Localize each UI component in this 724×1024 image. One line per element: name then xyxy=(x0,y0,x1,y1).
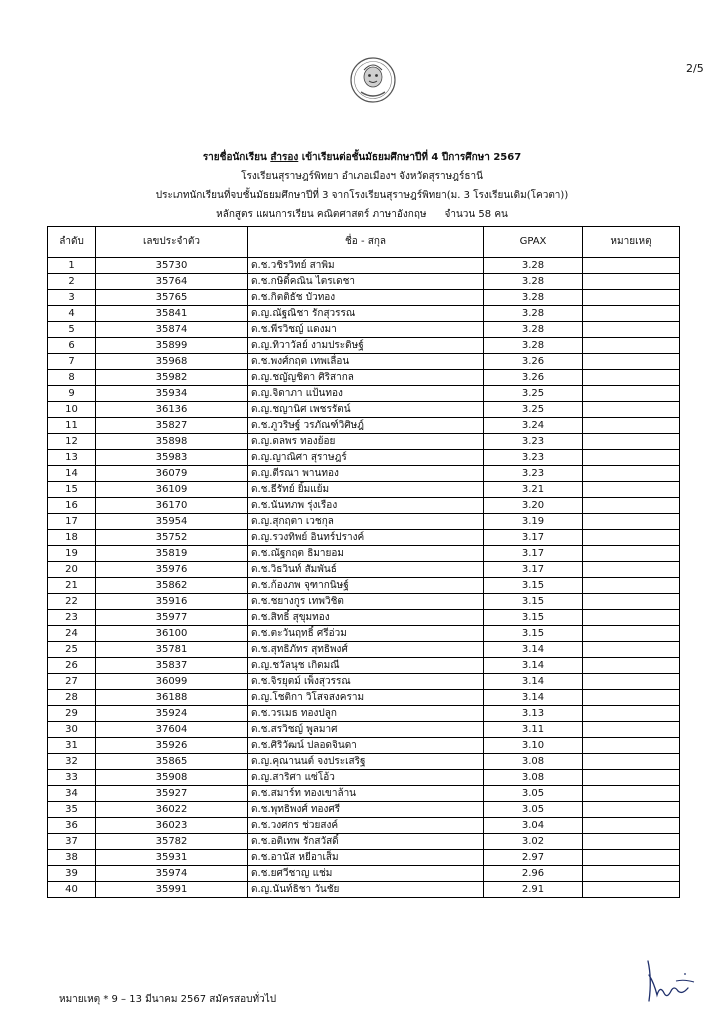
student-name: ด.ช.ชยางกูร เทพวิชิต xyxy=(248,594,484,610)
student-name: ด.ช.พุทธิพงศ์ ทองศรี xyxy=(248,802,484,818)
gpax-value: 3.28 xyxy=(484,258,583,274)
row-number: 31 xyxy=(48,738,96,754)
student-name: ด.ช.จิรยุตม์ เพ็งสุวรรณ xyxy=(248,674,484,690)
note-cell xyxy=(583,562,680,578)
row-number: 36 xyxy=(48,818,96,834)
student-name: ด.ญ.สุกฤตา เวชกุล xyxy=(248,514,484,530)
table-row xyxy=(48,514,680,530)
table-row xyxy=(48,434,680,450)
note-cell xyxy=(583,802,680,818)
gpax-value: 3.17 xyxy=(484,562,583,578)
footnote: หมายเหตุ * 9 – 13 มีนาคม 2567 สมัครสอบทั่วไป xyxy=(59,994,277,1005)
student-id: 35931 xyxy=(96,850,248,866)
student-id: 35934 xyxy=(96,386,248,402)
gpax-value: 3.05 xyxy=(484,786,583,802)
table-row xyxy=(48,450,680,466)
note-cell xyxy=(583,642,680,658)
student-name: ด.ช.ก้องภพ จุฑากนิษฐ์ xyxy=(248,578,484,594)
gpax-value: 2.96 xyxy=(484,866,583,882)
row-number: 12 xyxy=(48,434,96,450)
table-row xyxy=(48,594,680,610)
row-number: 20 xyxy=(48,562,96,578)
student-id: 35819 xyxy=(96,546,248,562)
student-name: ด.ญ.จิดาภา แป้นทอง xyxy=(248,386,484,402)
row-number: 13 xyxy=(48,450,96,466)
student-name: ด.ช.สิทธิ์ สุขุมทอง xyxy=(248,610,484,626)
note-cell xyxy=(583,754,680,770)
note-cell xyxy=(583,290,680,306)
gpax-value: 3.24 xyxy=(484,418,583,434)
gpax-value: 3.14 xyxy=(484,690,583,706)
note-cell xyxy=(583,706,680,722)
student-id: 35899 xyxy=(96,338,248,354)
student-id: 35865 xyxy=(96,754,248,770)
student-id: 35874 xyxy=(96,322,248,338)
student-id: 35977 xyxy=(96,610,248,626)
student-name: ด.ช.ศิริวัฒน์ ปลอดจินดา xyxy=(248,738,484,754)
student-id: 36100 xyxy=(96,626,248,642)
student-name: ด.ช.ณัฐกฤต ธิมายอม xyxy=(248,546,484,562)
student-id: 35837 xyxy=(96,658,248,674)
row-number: 39 xyxy=(48,866,96,882)
student-list-table xyxy=(47,226,680,898)
school-line: โรงเรียนสุราษฎร์พิทยา อำเภอเมืองฯ จังหวัดสุราษฎร์ธานี xyxy=(241,171,483,182)
student-id: 36136 xyxy=(96,402,248,418)
student-id: 35968 xyxy=(96,354,248,370)
note-cell xyxy=(583,626,680,642)
student-id: 35926 xyxy=(96,738,248,754)
student-id: 35916 xyxy=(96,594,248,610)
row-number: 34 xyxy=(48,786,96,802)
student-count: จำนวน 58 คน xyxy=(444,209,508,220)
table-row xyxy=(48,626,680,642)
student-id: 35841 xyxy=(96,306,248,322)
gpax-value: 3.28 xyxy=(484,306,583,322)
row-number: 21 xyxy=(48,578,96,594)
row-number: 37 xyxy=(48,834,96,850)
student-name: ด.ช.พงศ์กฤต เทพเลื่อน xyxy=(248,354,484,370)
student-name: ด.ช.ธีรัทย์ ยิ้มแย้ม xyxy=(248,482,484,498)
row-number: 11 xyxy=(48,418,96,434)
student-name: ด.ญ.ดลพร ทองย้อย xyxy=(248,434,484,450)
note-cell xyxy=(583,610,680,626)
student-name: ด.ช.พีรวิชญ์ แดงมา xyxy=(248,322,484,338)
note-cell xyxy=(583,322,680,338)
table-row xyxy=(48,530,680,546)
row-number: 8 xyxy=(48,370,96,386)
note-cell xyxy=(583,546,680,562)
student-name: ด.ญ.นันท์ธิชา วันชัย xyxy=(248,882,484,898)
gpax-value: 3.28 xyxy=(484,290,583,306)
student-name: ด.ญ.ชญานิศ เพชรรัตน์ xyxy=(248,402,484,418)
gpax-value: 3.17 xyxy=(484,530,583,546)
table-row xyxy=(48,482,680,498)
gpax-value: 3.23 xyxy=(484,466,583,482)
table-header-row xyxy=(48,227,680,258)
note-cell xyxy=(583,866,680,882)
row-number: 38 xyxy=(48,850,96,866)
table-row xyxy=(48,674,680,690)
reserve-label: สำรอง xyxy=(270,152,299,163)
student-id: 35924 xyxy=(96,706,248,722)
table-row xyxy=(48,322,680,338)
student-id: 36099 xyxy=(96,674,248,690)
student-id: 35983 xyxy=(96,450,248,466)
gpax-value: 3.15 xyxy=(484,610,583,626)
row-number: 7 xyxy=(48,354,96,370)
row-number: 25 xyxy=(48,642,96,658)
student-name: ด.ช.นันทภพ รุ่งเรือง xyxy=(248,498,484,514)
note-cell xyxy=(583,418,680,434)
student-name: ด.ญ.ณัฐณิชา รักสุวรรณ xyxy=(248,306,484,322)
gpax-value: 3.26 xyxy=(484,370,583,386)
gpax-value: 3.10 xyxy=(484,738,583,754)
note-cell xyxy=(583,882,680,898)
row-number: 6 xyxy=(48,338,96,354)
table-row xyxy=(48,818,680,834)
row-number: 15 xyxy=(48,482,96,498)
row-number: 23 xyxy=(48,610,96,626)
table-row xyxy=(48,466,680,482)
row-number: 17 xyxy=(48,514,96,530)
student-id: 35862 xyxy=(96,578,248,594)
note-cell xyxy=(583,258,680,274)
student-name: ด.ญ.คุณานนต์ จงประเสริฐ xyxy=(248,754,484,770)
header-gpax: GPAX xyxy=(484,227,583,258)
note-cell xyxy=(583,354,680,370)
student-name: ด.ช.สุทธิภัทร สุทธิพงศ์ xyxy=(248,642,484,658)
gpax-value: 3.28 xyxy=(484,338,583,354)
note-cell xyxy=(583,482,680,498)
table-row xyxy=(48,498,680,514)
student-id: 36170 xyxy=(96,498,248,514)
student-name: ด.ช.ยศวีชาญ แช่ม xyxy=(248,866,484,882)
student-id: 37604 xyxy=(96,722,248,738)
table-row xyxy=(48,642,680,658)
student-name: ด.ช.ตะวันฤทธิ์ ศรีอ่วม xyxy=(248,626,484,642)
page-number: 2/5 xyxy=(686,62,704,75)
note-cell xyxy=(583,498,680,514)
student-id: 35730 xyxy=(96,258,248,274)
table-row xyxy=(48,882,680,898)
row-number: 40 xyxy=(48,882,96,898)
row-number: 3 xyxy=(48,290,96,306)
student-id: 35908 xyxy=(96,770,248,786)
note-cell xyxy=(583,850,680,866)
table-row xyxy=(48,290,680,306)
student-id: 36109 xyxy=(96,482,248,498)
note-cell xyxy=(583,770,680,786)
student-id: 35976 xyxy=(96,562,248,578)
student-name: ด.ญ.สาริศา แซ่โอ้ว xyxy=(248,770,484,786)
row-number: 18 xyxy=(48,530,96,546)
student-id: 36022 xyxy=(96,802,248,818)
gpax-value: 3.26 xyxy=(484,354,583,370)
note-cell xyxy=(583,674,680,690)
gpax-value: 3.23 xyxy=(484,434,583,450)
gpax-value: 3.08 xyxy=(484,770,583,786)
table-row xyxy=(48,386,680,402)
table-row xyxy=(48,690,680,706)
table-row xyxy=(48,754,680,770)
row-number: 16 xyxy=(48,498,96,514)
row-number: 19 xyxy=(48,546,96,562)
row-number: 28 xyxy=(48,690,96,706)
gpax-value: 3.21 xyxy=(484,482,583,498)
student-name: ด.ช.สมาร์ท ทองเขาล้าน xyxy=(248,786,484,802)
table-row xyxy=(48,706,680,722)
table-row xyxy=(48,258,680,274)
table-row xyxy=(48,338,680,354)
table-row xyxy=(48,370,680,386)
note-cell xyxy=(583,274,680,290)
table-row xyxy=(48,850,680,866)
student-id: 35765 xyxy=(96,290,248,306)
gpax-value: 3.17 xyxy=(484,546,583,562)
note-cell xyxy=(583,466,680,482)
student-id: 35752 xyxy=(96,530,248,546)
gpax-value: 3.15 xyxy=(484,578,583,594)
gpax-value: 3.15 xyxy=(484,626,583,642)
signature-mark xyxy=(640,955,700,1007)
document-title: รายชื่อนักเรียน สำรอง เข้าเรียนต่อชั้นมัธยมศึกษาปีที่ 4 ปีการศึกษา 2567 xyxy=(202,152,522,163)
note-cell xyxy=(583,434,680,450)
note-cell xyxy=(583,658,680,674)
table-body xyxy=(48,258,680,898)
row-number: 33 xyxy=(48,770,96,786)
note-cell xyxy=(583,450,680,466)
gpax-value: 3.08 xyxy=(484,754,583,770)
student-name: ด.ช.อานัส หยีอาเส็ม xyxy=(248,850,484,866)
table-row xyxy=(48,402,680,418)
student-name: ด.ญ.ชญัญชิตา ศิริสากล xyxy=(248,370,484,386)
school-seal-logo xyxy=(349,56,397,104)
student-id: 35782 xyxy=(96,834,248,850)
note-cell xyxy=(583,578,680,594)
student-id: 35898 xyxy=(96,434,248,450)
header-no: ลำดับ xyxy=(48,227,96,258)
row-number: 9 xyxy=(48,386,96,402)
table-row xyxy=(48,418,680,434)
student-name: ด.ช.สรวิชญ์ พูลมาศ xyxy=(248,722,484,738)
student-name: ด.ญ.ชวัลนุช เกิดมณี xyxy=(248,658,484,674)
student-name: ด.ช.วงศกร ช่วยสงค์ xyxy=(248,818,484,834)
gpax-value: 3.13 xyxy=(484,706,583,722)
note-cell xyxy=(583,370,680,386)
category-line: ประเภทนักเรียนที่จบชั้นมัธยมศึกษาปีที่ 3 จากโรงเรียนสุราษฎร์พิทยา(ม. 3 โรงเรียนเดิม(โควตา)) xyxy=(155,190,569,201)
gpax-value: 3.14 xyxy=(484,674,583,690)
gpax-value: 3.19 xyxy=(484,514,583,530)
note-cell xyxy=(583,514,680,530)
row-number: 27 xyxy=(48,674,96,690)
gpax-value: 3.25 xyxy=(484,386,583,402)
row-number: 30 xyxy=(48,722,96,738)
header-name: ชื่อ - สกุล xyxy=(248,227,484,258)
row-number: 10 xyxy=(48,402,96,418)
student-id: 35764 xyxy=(96,274,248,290)
note-cell xyxy=(583,834,680,850)
note-cell xyxy=(583,722,680,738)
student-id: 35954 xyxy=(96,514,248,530)
student-id: 36188 xyxy=(96,690,248,706)
note-cell xyxy=(583,690,680,706)
note-cell xyxy=(583,386,680,402)
student-id: 35927 xyxy=(96,786,248,802)
gpax-value: 3.23 xyxy=(484,450,583,466)
header-student-id: เลขประจำตัว xyxy=(96,227,248,258)
student-id: 35982 xyxy=(96,370,248,386)
gpax-value: 3.04 xyxy=(484,818,583,834)
table-row xyxy=(48,546,680,562)
note-cell xyxy=(583,738,680,754)
gpax-value: 3.05 xyxy=(484,802,583,818)
student-name: ด.ช.กษิดิ์คณิน ไตรเดชา xyxy=(248,274,484,290)
student-name: ด.ญ.โชติกา วิโสจสงคราม xyxy=(248,690,484,706)
student-name: ด.ญ.ตีรณา พานทอง xyxy=(248,466,484,482)
student-id: 35974 xyxy=(96,866,248,882)
table-row xyxy=(48,610,680,626)
note-cell xyxy=(583,786,680,802)
student-id: 36023 xyxy=(96,818,248,834)
student-name: ด.ญ.ทิวาวัลย์ งามประดิษฐ์ xyxy=(248,338,484,354)
row-number: 2 xyxy=(48,274,96,290)
gpax-value: 2.91 xyxy=(484,882,583,898)
student-name: ด.ช.วิธวินท์ สัมพันธ์ xyxy=(248,562,484,578)
table-row xyxy=(48,306,680,322)
row-number: 4 xyxy=(48,306,96,322)
gpax-value: 3.14 xyxy=(484,642,583,658)
row-number: 1 xyxy=(48,258,96,274)
row-number: 26 xyxy=(48,658,96,674)
student-id: 36079 xyxy=(96,466,248,482)
gpax-value: 2.97 xyxy=(484,850,583,866)
table-row xyxy=(48,802,680,818)
gpax-value: 3.02 xyxy=(484,834,583,850)
student-name: ด.ช.กิตติธัช บัวทอง xyxy=(248,290,484,306)
table-row xyxy=(48,738,680,754)
table-row xyxy=(48,562,680,578)
program-line: หลักสูตร แผนการเรียน คณิตศาสตร์ ภาษาอังกฤษ จำนวน 58 คน xyxy=(216,209,508,220)
header-note: หมายเหตุ xyxy=(583,227,680,258)
student-name: ด.ช.วชิรวิทย์ สาพิม xyxy=(248,258,484,274)
gpax-value: 3.28 xyxy=(484,274,583,290)
student-name: ด.ช.อติเทพ รักสวัสดิ์ xyxy=(248,834,484,850)
note-cell xyxy=(583,818,680,834)
student-name: ด.ญ.รวงทิพย์ อินทร์ปรางค์ xyxy=(248,530,484,546)
table-row xyxy=(48,770,680,786)
student-name: ด.ช.วรเมธ ทองปลูก xyxy=(248,706,484,722)
table-row xyxy=(48,722,680,738)
note-cell xyxy=(583,530,680,546)
gpax-value: 3.15 xyxy=(484,594,583,610)
note-cell xyxy=(583,306,680,322)
student-id: 35827 xyxy=(96,418,248,434)
table-row xyxy=(48,354,680,370)
gpax-value: 3.20 xyxy=(484,498,583,514)
table-row xyxy=(48,786,680,802)
table-row xyxy=(48,578,680,594)
student-name: ด.ช.ภูวริษฐ์ วรภัณฑ์วิศิษฎ์ xyxy=(248,418,484,434)
gpax-value: 3.25 xyxy=(484,402,583,418)
table-row xyxy=(48,834,680,850)
gpax-value: 3.28 xyxy=(484,322,583,338)
row-number: 14 xyxy=(48,466,96,482)
student-name: ด.ญ.ญาณิศา สุราษฎร์ xyxy=(248,450,484,466)
gpax-value: 3.11 xyxy=(484,722,583,738)
note-cell xyxy=(583,402,680,418)
row-number: 32 xyxy=(48,754,96,770)
row-number: 5 xyxy=(48,322,96,338)
note-cell xyxy=(583,338,680,354)
table-row xyxy=(48,274,680,290)
student-id: 35781 xyxy=(96,642,248,658)
note-cell xyxy=(583,594,680,610)
row-number: 29 xyxy=(48,706,96,722)
table-row xyxy=(48,866,680,882)
student-id: 35991 xyxy=(96,882,248,898)
table-row xyxy=(48,658,680,674)
row-number: 35 xyxy=(48,802,96,818)
row-number: 22 xyxy=(48,594,96,610)
row-number: 24 xyxy=(48,626,96,642)
gpax-value: 3.14 xyxy=(484,658,583,674)
